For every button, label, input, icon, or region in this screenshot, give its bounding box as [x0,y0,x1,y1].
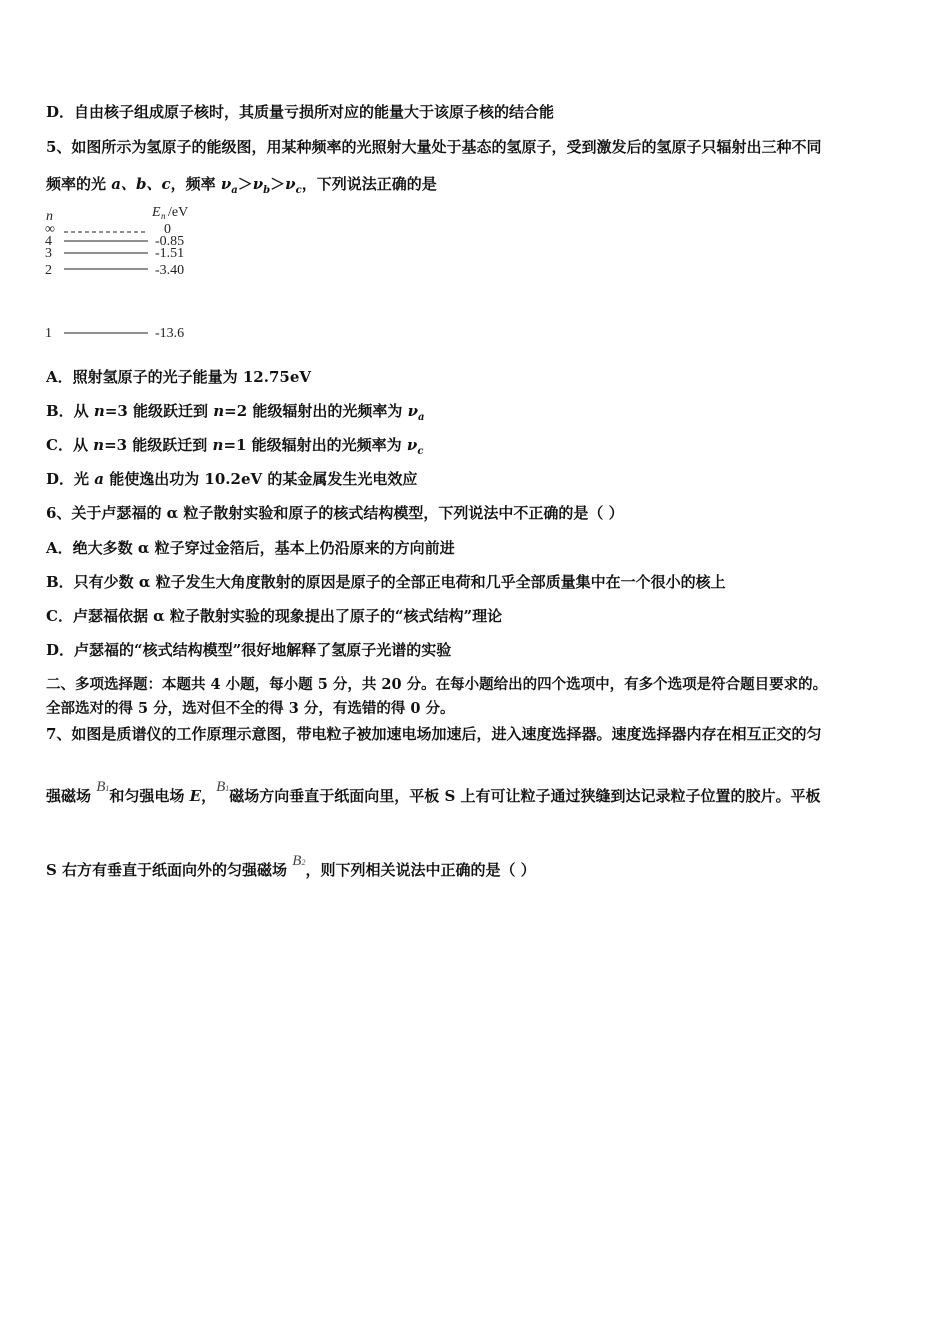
q7-stem-line2: 强磁场 B1和匀强电场 E，B1磁场方向垂直于纸面向里，平板 S 上有可让粒子通过狭缝到达记录粒子位置的胶片。平板 [46,779,821,805]
energy-level-value: 0 [164,222,171,237]
q4-option-d: D．自由核子组成原子核时，其质量亏损所对应的能量大于该原子核的结合能 [46,103,555,121]
q6-option-b: B．只有少数 α 粒子发生大角度散射的原因是原子的全部正电荷和几乎全部质量集中在一个很小的核上 [46,573,726,591]
energy-level-n-label: 3 [45,246,52,261]
energy-level-n-label: 4 [45,234,52,249]
energy-level-n-label: 2 [45,263,52,278]
b1-symbol-2: B1 [216,779,230,795]
q7-stem-line3: S 右方有垂直于纸面向外的匀强磁场 B2，则下列相关说法中正确的是（ ） [46,853,536,879]
energy-level-value: -0.85 [155,234,185,249]
diagram-n-label: n [46,209,53,224]
diagram-e-sub: n [161,211,166,221]
q5-option-d: D．光 a 能使逸出功为 10.2eV 的某金属发生光电效应 [46,470,418,488]
q6-option-c: C．卢瑟福依据 α 粒子散射实验的现象提出了原子的“核式结构”理论 [46,607,503,625]
q6-option-a: A．绝大多数 α 粒子穿过金箔后，基本上仍沿原来的方向前进 [46,539,455,557]
energy-level-diagram [40,200,260,350]
energy-level-n-label: ∞ [45,222,55,237]
energy-level-value: -13.6 [155,326,185,341]
q7-stem-line1: 7、如图是质谱仪的工作原理示意图，带电粒子被加速电场加速后，进入速度选择器。速度选择器内存在相互正交的匀 [46,725,822,743]
q5-option-b: B．从 n=3 能级跃迁到 n=2 能级辐射出的光频率为 $\nu_a$ [46,402,425,423]
energy-level-value: -3.40 [155,263,185,278]
q5-option-c: C．从 n=3 能级跃迁到 n=1 能级辐射出的光频率为 $\nu_c$ [46,436,424,457]
q5-stem-line2: 频率的光 a、b、c，频率 $\nu_a>\nu_b>\nu_c$，下列说法正确的是 [46,175,437,196]
section2-heading-line1: 二、多项选择题：本题共 4 小题，每小题 5 分，共 20 分。在每小题给出的四个选项中，有多个选项是符合题目要求的。 [46,676,828,693]
q6-option-d: D．卢瑟福的“核式结构模型”很好地解释了氢原子光谱的实验 [46,641,452,659]
q6-stem: 6、关于卢瑟福的 α 粒子散射实验和原子的核式结构模型，下列说法中不正确的是（ ） [46,504,624,522]
diagram-e-label: E [152,205,161,220]
diagram-e-unit: /eV [168,205,189,220]
q5-stem-line1: 5、如图所示为氢原子的能级图，用某种频率的光照射大量处于基态的氢原子，受到激发后的氢原子只辐射出三种不同 [46,138,822,156]
energy-level-n-label: 1 [45,326,52,341]
section2-heading-line2: 全部选对的得 5 分，选对但不全的得 3 分，有选错的得 0 分。 [46,700,455,717]
b1-symbol: B1 [96,779,110,795]
b2-symbol: B2 [292,853,306,869]
q5-option-a: A．照射氢原子的光子能量为 12.75eV [46,368,312,386]
energy-level-value: -1.51 [155,246,185,261]
